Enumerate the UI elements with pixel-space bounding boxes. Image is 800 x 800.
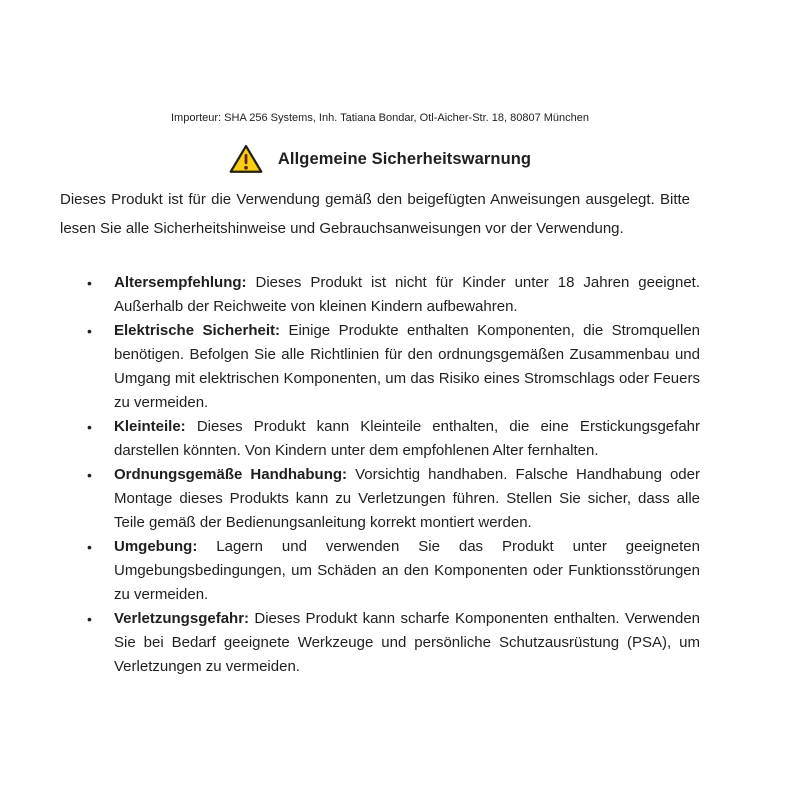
list-item	[60, 415, 700, 463]
list-item	[60, 271, 700, 319]
safety-bullet-list	[60, 271, 700, 679]
bullet-text: Lagern und verwenden Sie das Produkt unter geeigneten Umgebungsbedingungen, um Schäden an den Komponenten oder Funktionsstörungen zu vermeiden.	[114, 538, 700, 603]
importer-line: Importeur: SHA 256 Systems, Inh. Tatiana Bondar, Otl-Aicher-Str. 18, 80807 München	[170, 112, 590, 124]
bullet-label: Elektrische Sicherheit:	[114, 322, 280, 339]
page-title: Allgemeine Sicherheitswarnung	[277, 149, 532, 168]
bullet-text: Dieses Produkt kann scharfe Komponenten enthalten. Verwenden Sie bei Bedarf geeignete Werkzeuge und persönliche Schutzausrüstung (PSA), um Verletzungen zu vermeiden.	[114, 610, 700, 675]
bullet-text: Einige Produkte enthalten Komponenten, die Stromquellen benötigen. Befolgen Sie alle Richtlinien für den ordnungsgemäßen Zusammenbau und Umgang mit elektrischen Komponenten, um das Risiko eines Stromschlags oder Feuers zu vermeiden.	[114, 322, 701, 411]
bullet-text: Dieses Produkt kann Kleinteile enthalten, die eine Erstickungsgefahr darstellen könnten. Von Kindern unter dem empfohlenen Alter fernhalten.	[114, 418, 700, 459]
bullet-text: Vorsichtig handhaben. Falsche Handhabung oder Montage dieses Produkts kann zu Verletzungen führen. Stellen Sie sicher, dass alle Teile gemäß der Bedienungsanleitung korrekt montiert werden.	[114, 466, 700, 531]
bullet-icon: •	[87, 323, 92, 339]
document-header	[60, 140, 700, 178]
bullet-icon: •	[87, 275, 92, 291]
bullet-label: Umgebung:	[114, 538, 198, 555]
bullet-icon: •	[87, 419, 92, 435]
bullet-label: Verletzungsgefahr:	[114, 610, 250, 627]
list-item	[60, 607, 700, 679]
list-item	[60, 319, 700, 415]
bullet-text: Dieses Produkt ist nicht für Kinder unter 18 Jahren geeignet. Außerhalb der Reichweite von kleinen Kindern aufbewahren.	[114, 274, 701, 315]
list-item	[60, 463, 700, 535]
warning-triangle-icon	[229, 144, 263, 174]
bullet-label: Ordnungsgemäße Handhabung:	[114, 466, 348, 483]
bullet-label: Altersempfehlung:	[114, 274, 247, 291]
bullet-label: Kleinteile:	[114, 418, 186, 435]
bullet-icon: •	[87, 467, 92, 483]
bullet-icon: •	[87, 611, 92, 627]
bullet-icon: •	[87, 539, 92, 555]
list-item	[60, 535, 700, 607]
intro-paragraph: Dieses Produkt ist für die Verwendung gemäß den beigefügten Anweisungen ausgelegt. Bitte lesen Sie alle Sicherheitshinweise und Gebrauchsanweisungen vor der Verwendung.	[60, 191, 690, 237]
